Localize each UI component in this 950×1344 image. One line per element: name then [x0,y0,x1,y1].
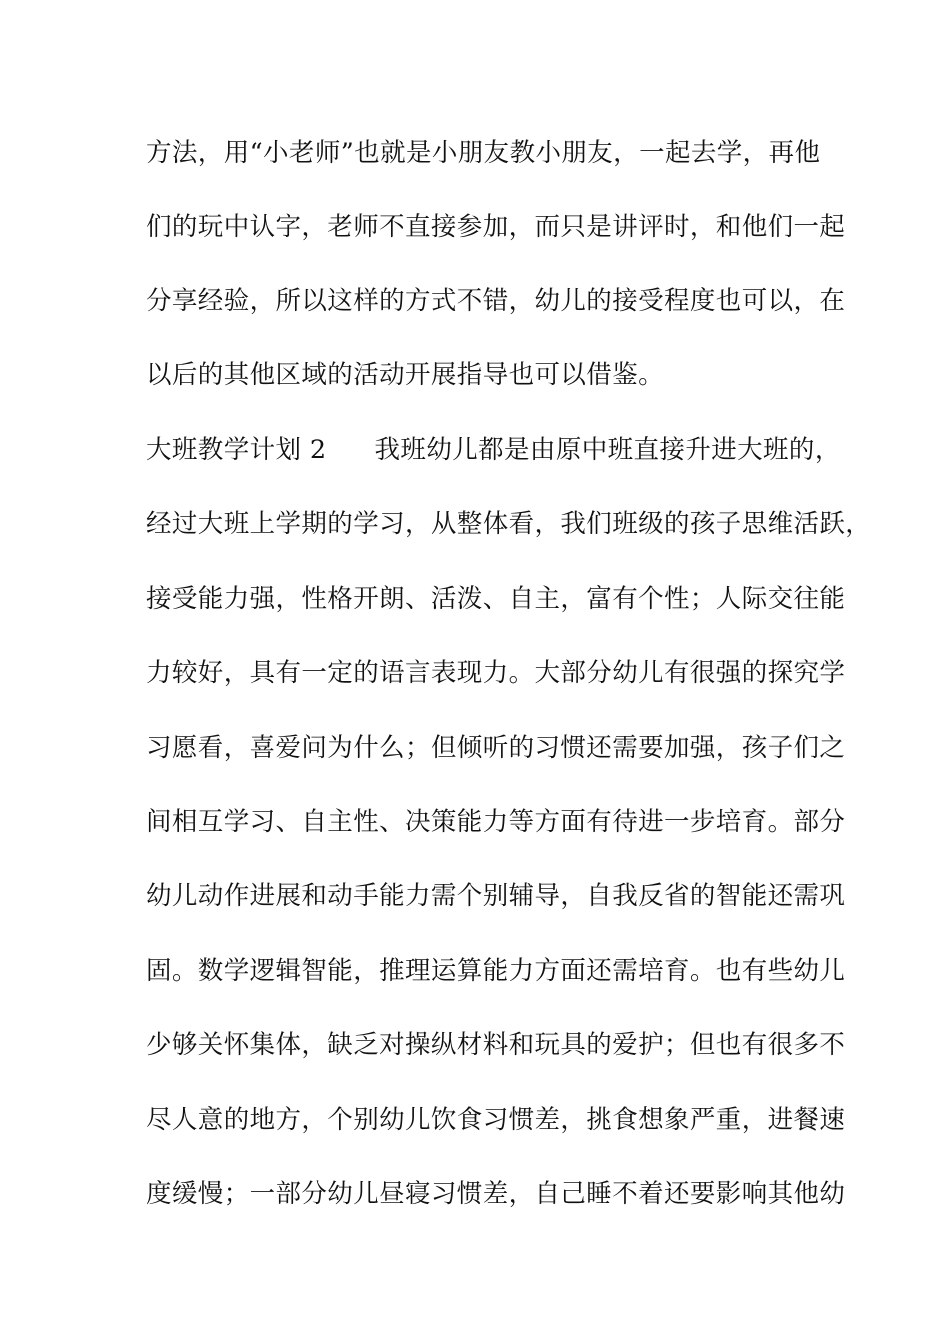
paragraph-line: 力较好，具有一定的语言表现力。大部分幼儿有很强的探究学 [146,658,846,688]
paragraph-line: 分享经验，所以这样的方式不错，幼儿的接受程度也可以，在 [146,286,846,316]
paragraph-line: 方法，用“小老师”也就是小朋友教小朋友，一起去学，再他 [146,138,821,168]
paragraph-line: 接受能力强，性格开朗、活泼、自主，富有个性；人际交往能 [146,584,846,614]
paragraph-line: 固。数学逻辑智能，推理运算能力方面还需培育。也有些幼儿 [146,956,846,986]
paragraph-line: 以后的其他区域的活动开展指导也可以借鉴。 [146,360,665,390]
paragraph-line: 我班幼儿都是由原中班直接升进大班的， [374,435,841,465]
paragraph-line: 尽人意的地方，个别幼儿饮食习惯差，挑食想象严重，进餐速 [146,1105,846,1135]
paragraph-line: 们的玩中认字，老师不直接参加，而只是讲评时，和他们一起 [146,212,846,242]
paragraph-line: 度缓慢；一部分幼儿昼寝习惯差，自己睡不着还要影响其他幼 [146,1179,846,1209]
paragraph-line: 习愿看，喜爱问为什么；但倾听的习惯还需要加强，孩子们之 [146,733,846,763]
paragraph-line: 幼儿动作进展和动手能力需个别辅导，自我反省的智能还需巩 [146,881,846,911]
paragraph-line: 经过大班上学期的学习，从整体看，我们班级的孩子思维活跃， [146,509,872,539]
section-heading-line [146,435,841,465]
section-title: 大班教学计划 2 [146,435,327,465]
paragraph-line: 间相互学习、自主性、决策能力等方面有待进一步培育。部分 [146,807,846,837]
paragraph-line: 少够关怀集体，缺乏对操纵材料和玩具的爱护；但也有很多不 [146,1030,846,1060]
